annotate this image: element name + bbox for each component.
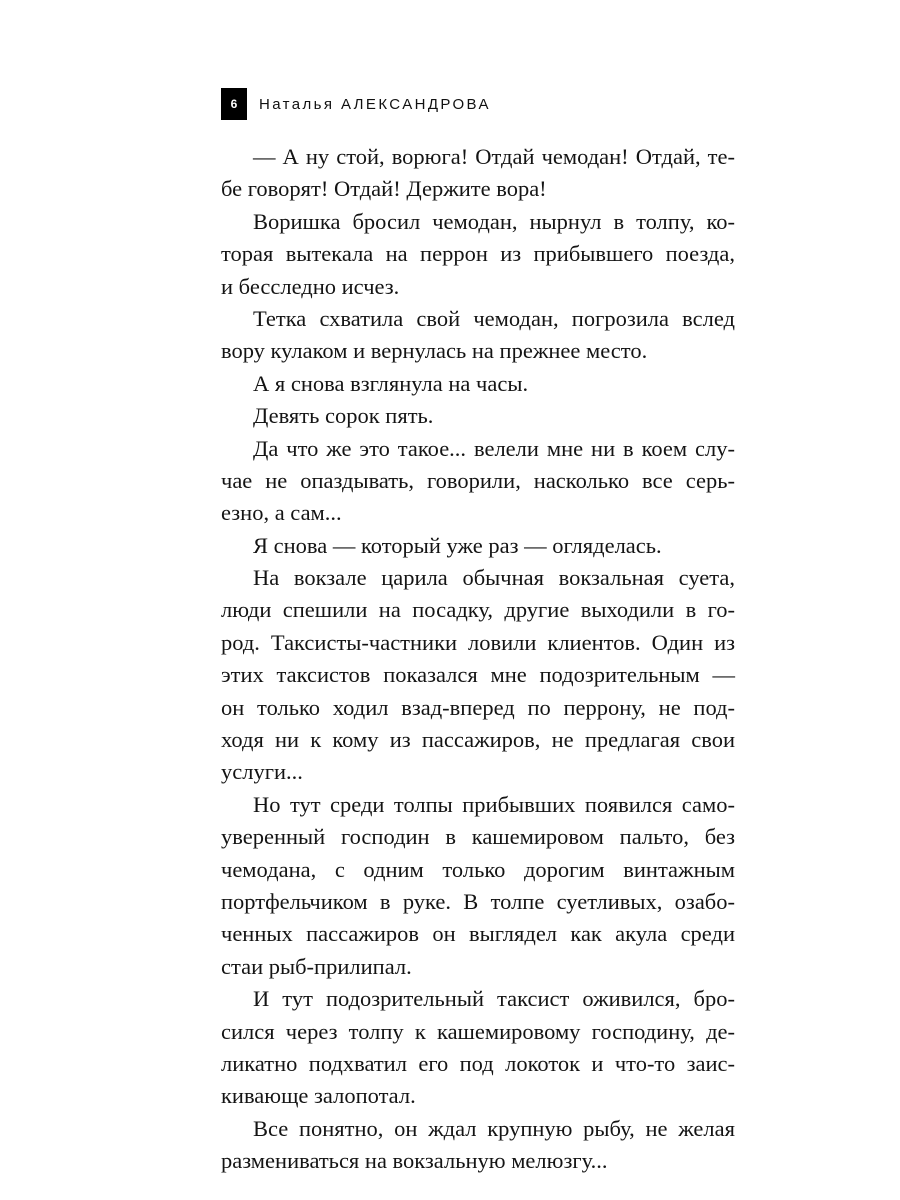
text-line: вору кулаком и вернулась на прежнее место. — [221, 338, 648, 364]
text-line: стаи рыб-прилипал. — [221, 953, 412, 979]
text-line: Воришка бросил чемодан, нырнул в толпу, ко- — [253, 208, 735, 234]
paragraph — [221, 368, 735, 400]
text-line: и бесследно исчез. — [221, 273, 400, 299]
text-line: сился через толпу к кашемировому господину, де- — [221, 1018, 735, 1044]
paragraph — [221, 983, 735, 1113]
text-line: ликатно подхватил его под локоток и что-то заис- — [221, 1050, 735, 1076]
text-line: — А ну стой, ворюга! Отдай чемодан! Отдай, те- — [253, 144, 735, 169]
paragraph — [221, 400, 735, 432]
text-line: люди спешили на посадку, другие выходили в го- — [221, 597, 735, 623]
paragraph — [221, 1113, 735, 1178]
text-line: услуги... — [221, 759, 303, 785]
text-line: И тут подозрительный таксист оживился, бро- — [253, 986, 735, 1012]
text-line: ходя ни к кому из пассажиров, не предлагая свои — [221, 727, 735, 753]
text-line: Да что же это такое... велели мне ни в коем слу- — [253, 435, 735, 461]
running-header — [221, 88, 491, 120]
text-line: Но тут среди толпы прибывших появился само- — [253, 791, 735, 817]
paragraph — [221, 141, 735, 206]
text-line: бе говорят! Отдай! Держите вора! — [221, 176, 547, 202]
page-number: 6 — [221, 88, 247, 120]
author-name: Наталья АЛЕКСАНДРОВА — [259, 95, 491, 113]
text-line: род. Таксисты-частники ловили клиентов. Один из — [221, 629, 735, 655]
text-line: Девять сорок пять. — [253, 403, 434, 429]
text-line: А я снова взглянула на часы. — [253, 370, 529, 396]
paragraph — [221, 303, 735, 368]
text-line: уверенный господин в кашемировом пальто, без — [221, 824, 735, 850]
paragraph — [221, 789, 735, 983]
text-line: Я снова — который уже раз — огляделась. — [253, 532, 662, 558]
text-line: этих таксистов показался мне подозрительным — — [221, 662, 735, 688]
body-text — [221, 141, 735, 1178]
text-line: Все понятно, он ждал крупную рыбу, не желая — [253, 1115, 735, 1141]
text-line: ченных пассажиров он выглядел как акула среди — [221, 921, 735, 947]
text-line: Тетка схватила свой чемодан, погрозила вслед — [253, 305, 735, 331]
text-line: кивающе залопотал. — [221, 1083, 416, 1109]
text-line: езно, а сам... — [221, 500, 342, 526]
text-line: На вокзале царила обычная вокзальная суета, — [253, 565, 735, 591]
paragraph — [221, 433, 735, 530]
text-line: чае не опаздывать, говорили, насколько все серь- — [221, 467, 735, 493]
paragraph — [221, 530, 735, 562]
text-line: он только ходил взад-вперед по перрону, не под- — [221, 694, 735, 720]
paragraph — [221, 562, 735, 789]
text-line: торая вытекала на перрон из прибывшего поезда, — [221, 241, 735, 267]
text-line: чемодана, с одним только дорогим винтажным — [221, 856, 735, 882]
paragraph — [221, 206, 735, 303]
text-line: портфельчиком в руке. В толпе суетливых, озабо- — [221, 888, 735, 914]
text-line: размениваться на вокзальную мелюзгу... — [221, 1148, 608, 1174]
